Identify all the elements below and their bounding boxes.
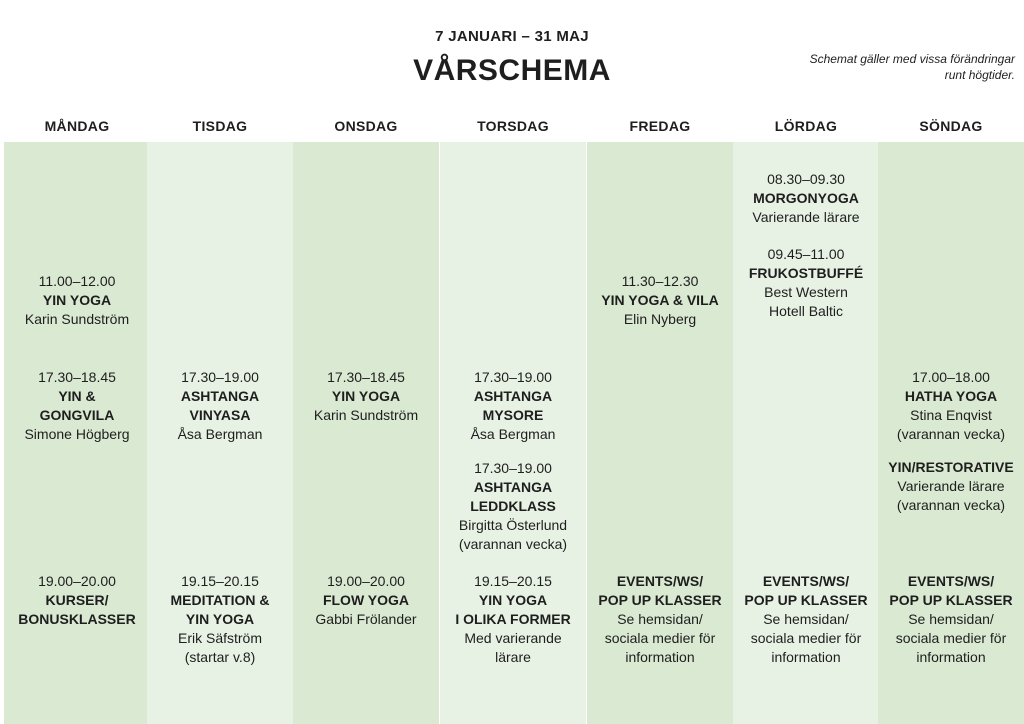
day-header: ONSDAG (334, 118, 398, 134)
class-teacher: Karin Sundström (313, 407, 419, 423)
class-name: HATHA YOGA (904, 388, 998, 404)
class-entry (878, 572, 1024, 667)
class-time: 17.30–19.00 (474, 369, 552, 385)
class-entry (293, 368, 439, 425)
day-header: TISDAG (192, 118, 248, 134)
class-entry (147, 572, 293, 667)
day-column-3 (293, 142, 439, 724)
class-teacher: Med varierande lärare (464, 630, 562, 665)
class-teacher: Birgitta Österlund (458, 517, 568, 533)
class-time: 19.00–20.00 (327, 573, 405, 589)
day-header: TORSDAG (477, 118, 549, 134)
class-name: ASHTANGA VINYASA (180, 388, 260, 423)
class-name: YIN & GONGVILA (39, 388, 115, 423)
day-header: SÖNDAG (919, 118, 983, 134)
class-name: YIN YOGA (42, 292, 112, 308)
class-time: 17.30–18.45 (38, 369, 116, 385)
class-time: 19.15–20.15 (474, 573, 552, 589)
class-name: YIN YOGA & VILA (601, 292, 719, 308)
class-teacher: Se hemsidan/ sociala medier för information (895, 611, 1007, 665)
class-teacher: Åsa Bergman (470, 426, 556, 442)
class-name: MEDITATION & YIN YOGA (170, 592, 270, 627)
class-name: KURSER/ BONUSKLASSER (18, 592, 136, 627)
class-entry (293, 572, 439, 629)
class-teacher: Se hemsidan/ sociala medier för information (750, 611, 862, 665)
class-note: (varannan vecka) (896, 426, 1006, 442)
class-name: EVENTS/WS/ POP UP KLASSER (889, 573, 1013, 608)
class-name: YIN YOGA (331, 388, 401, 404)
day-header: MÅNDAG (44, 118, 110, 134)
class-time: 19.00–20.00 (38, 573, 116, 589)
class-entry (440, 368, 586, 444)
class-name: YIN/RESTORATIVE (888, 459, 1014, 475)
class-note: (startar v.8) (184, 649, 256, 665)
class-teacher: Simone Högberg (24, 426, 130, 442)
class-name: FRUKOSTBUFFÉ (748, 265, 864, 281)
class-teacher: Åsa Bergman (177, 426, 263, 442)
class-time: 17.30–19.00 (474, 460, 552, 476)
day-header: FREDAG (629, 118, 691, 134)
class-entry (733, 245, 879, 321)
class-entry (587, 572, 733, 667)
class-name: EVENTS/WS/ POP UP KLASSER (598, 573, 722, 608)
class-entry (587, 272, 733, 329)
class-time: 17.30–18.45 (327, 369, 405, 385)
class-entry (4, 272, 150, 329)
class-teacher: Se hemsidan/ sociala medier för information (604, 611, 716, 665)
class-entry (4, 368, 150, 444)
class-entry (440, 572, 586, 667)
class-entry (440, 459, 586, 554)
class-time: 11.30–12.30 (621, 273, 699, 289)
class-entry (733, 170, 879, 227)
class-name: ASHTANGA LEDDKLASS (470, 479, 556, 514)
date-range: 7 JANUARI – 31 MAJ (435, 28, 589, 45)
day-header: LÖRDAG (774, 118, 838, 134)
class-time: 08.30–09.30 (767, 171, 845, 187)
class-teacher: Best Western Hotell Baltic (764, 284, 848, 319)
class-teacher: Elin Nyberg (623, 311, 697, 327)
class-name: ASHTANGA MYSORE (473, 388, 553, 423)
class-name: FLOW YOGA (322, 592, 410, 608)
holiday-note: Schemat gäller med vissa förändringar runt högtider. (809, 52, 1015, 82)
class-entry (878, 368, 1024, 444)
class-note: (varannan vecka) (458, 536, 568, 552)
class-entry (4, 572, 150, 629)
class-teacher: Varierande lärare (897, 478, 1005, 494)
class-time: 09.45–11.00 (767, 246, 845, 262)
class-teacher: Erik Säfström (177, 630, 262, 646)
class-note: (varannan vecka) (896, 497, 1006, 513)
class-entry (147, 368, 293, 444)
class-teacher: Gabbi Frölander (315, 611, 417, 627)
class-name: EVENTS/WS/ POP UP KLASSER (744, 573, 868, 608)
class-teacher: Varierande lärare (752, 209, 860, 225)
class-time: 17.30–19.00 (181, 369, 259, 385)
class-teacher: Stina Enqvist (910, 407, 992, 423)
class-teacher: Karin Sundström (24, 311, 130, 327)
class-time: 11.00–12.00 (38, 273, 116, 289)
class-name: YIN YOGA I OLIKA FORMER (455, 592, 571, 627)
class-name: MORGONYOGA (753, 190, 859, 206)
class-time: 19.15–20.15 (181, 573, 259, 589)
class-time: 17.00–18.00 (912, 369, 990, 385)
class-entry (878, 458, 1024, 515)
page-title: VÅRSCHEMA (413, 54, 611, 87)
class-entry (733, 572, 879, 667)
